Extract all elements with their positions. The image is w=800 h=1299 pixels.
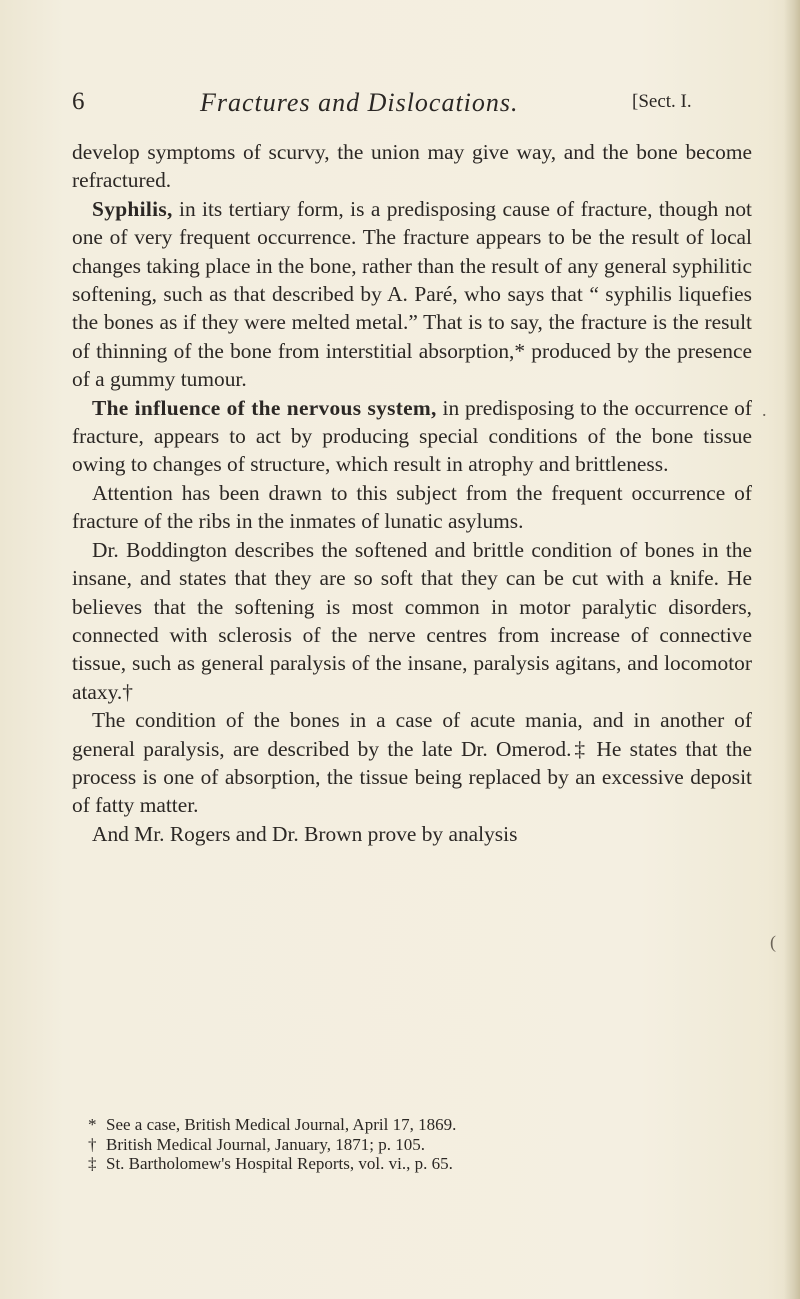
footnote-mark: ‡	[88, 1154, 97, 1173]
margin-mark: .	[762, 400, 767, 420]
paragraph-text: in its tertiary form, is a predisposing cause of fracture, though not one of very frequent occurrence. The fracture appears to be the result of local changes taking place in the bone, rather than the result of any general syphilitic softening, such as that described by A. Paré, who says that “ syphilis liquefies the bones as if they were melted metal.” That is to say, the fracture is the result of thinning of the bone from interstitial absorption,* produced by the presence of a gummy tumour.	[72, 196, 752, 392]
page-edge-shadow	[784, 0, 800, 1299]
paragraph-lead-nervous-system: The influence of the nervous system,	[92, 395, 437, 420]
paragraph-scurvy	[72, 138, 752, 195]
section-reference: [Sect. I.	[632, 91, 692, 112]
footnote-text: British Medical Journal, January, 1871; p. 105.	[106, 1134, 426, 1154]
paragraph-text: The condition of the bones in a case of acute mania, and in another of general paralysis, are described by the late Dr. Omerod.‡ He states that the process is one of absorption, the tissue being replaced by an excessive deposit of fatty matter.	[72, 708, 752, 818]
running-title: Fractures and Dislocations.	[200, 88, 519, 117]
paragraph-omerod	[72, 706, 752, 820]
page-number: 6	[72, 88, 85, 115]
footnote-mark: †	[88, 1134, 97, 1154]
footnote-3	[88, 1154, 708, 1174]
paragraph-syphilis	[72, 195, 752, 394]
paragraph-text: Dr. Boddington describes the softened and brittle condition of bones in the insane, and states that they are so soft that they can be cut with a knife. He believes that the softening is most common in motor paralytic disorders, connected with sclerosis of the nerve centres from increase of connective tissue, such as general paralysis of the insane, paralysis agitans, and locomotor ataxy.†	[72, 537, 752, 704]
paragraph-text: in predisposing to the occurrence of fracture, appears to act by producing special conditions of the bone tissue owing to changes of structure, which result in atrophy and brittleness.	[72, 395, 752, 477]
paragraph-text: Attention has been drawn to this subject from the frequent occurrence of fracture of the ribs in the inmates of lunatic asylums.	[72, 480, 752, 534]
paragraph-boddington	[72, 536, 752, 706]
footnote-mark: *	[88, 1115, 97, 1134]
body-text	[72, 138, 752, 848]
footnote-text: St. Bartholomew's Hospital Reports, vol. vi., p. 65.	[106, 1154, 453, 1173]
paragraph-lead-syphilis: Syphilis,	[92, 196, 173, 221]
margin-mark: (	[770, 932, 776, 952]
page-header	[72, 88, 772, 124]
footnote-1	[88, 1115, 708, 1135]
paragraph-text: develop symptoms of scurvy, the union may give way, and the bone become refractured.	[72, 140, 752, 193]
paragraph-attention	[72, 479, 752, 536]
footnotes	[88, 1115, 708, 1174]
paragraph-text: And Mr. Rogers and Dr. Brown prove by analysis	[92, 821, 518, 846]
footnote-2	[88, 1135, 708, 1155]
footnote-text: See a case, British Medical Journal, April 17, 1869.	[106, 1115, 457, 1134]
paragraph-nervous-system	[72, 394, 752, 479]
paragraph-rogers-brown	[72, 820, 752, 848]
